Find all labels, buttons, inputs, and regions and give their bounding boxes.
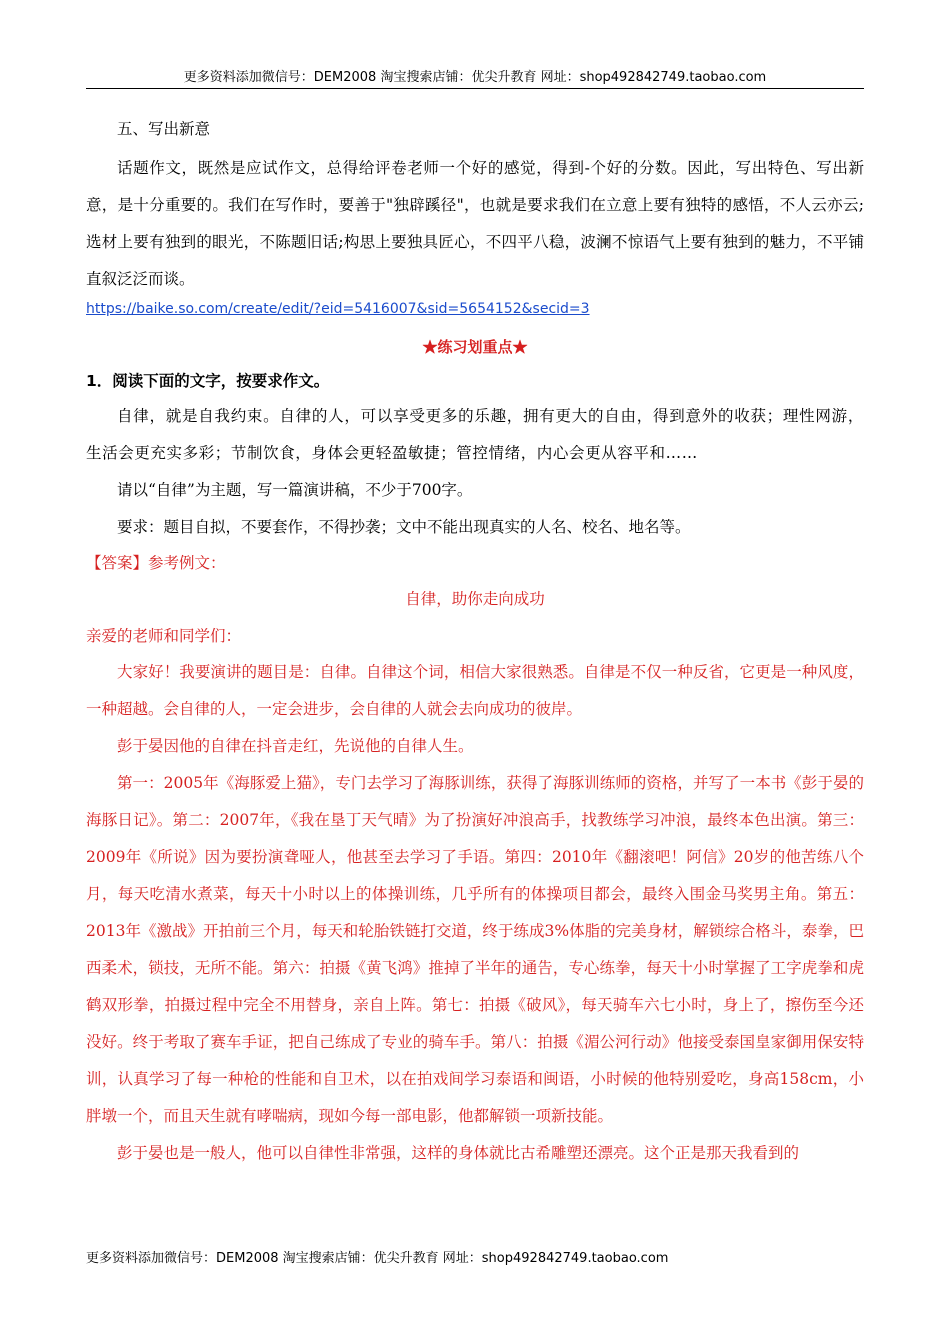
question-requirement: 要求：题目自拟，不要套作，不得抄袭；文中不能出现真实的人名、校名、地名等。	[117, 518, 691, 536]
section-body: 话题作文，既然是应试作文，总得给评卷老师一个好的感觉，得到-个好的分数。因此，写出特色、写出新意，是十分重要的。我们在写作时，要善于"独辟蹊径"，也就是要求我们在立意上要有独特的感悟，不人云亦云;选材上要有独到的眼光，不陈题旧话;构思上要独具匠心，不四平八稳，波澜不惊语气上要有独到的魅力，不平铺直叙泛泛而谈。	[86, 159, 864, 288]
essay-paragraph: 大家好！我要演讲的题目是：自律。自律这个词，相信大家很熟悉。自律是不仅一种反省，它更是一种风度，一种超越。会自律的人，一定会进步，会自律的人就会去向成功的彼岸。	[86, 663, 864, 718]
source-link[interactable]: https://baike.so.com/create/edit/?eid=5416007&sid=5654152&secid=3	[86, 301, 590, 317]
essay-paragraph: 彭于晏也是一般人，他可以自律性非常强，这样的身体就比古希雕塑还漂亮。这个正是那天我看到的	[117, 1144, 800, 1162]
answer-intro: 参考例文：	[148, 554, 226, 572]
section-heading: 五、写出新意	[117, 120, 211, 138]
page-content	[86, 110, 864, 1172]
essay-title: 自律，助你走向成功	[405, 590, 545, 608]
answer-label: 【答案】	[86, 554, 149, 572]
page-footer: 更多资料添加微信号：DEM2008 淘宝搜索店铺：优尖升教育 网址：shop492842749.taobao.com	[86, 1251, 669, 1266]
answer-intro-line	[86, 546, 864, 580]
header-divider	[86, 88, 864, 89]
page-header: 更多资料添加微信号：DEM2008 淘宝搜索店铺：优尖升教育 网址：shop492842749.taobao.com	[183, 70, 767, 85]
essay-salutation: 亲爱的老师和同学们：	[86, 627, 242, 645]
essay-paragraph: 第一：2005年《海豚爱上猫》，专门去学习了海豚训练，获得了海豚训练师的资格，并写了一本书《彭于晏的海豚日记》。第二：2007年，《我在垦丁天气晴》为了扮演好冲浪高手，找教练学习冲浪，最终本色出演。第三：2009年《所说》因为要扮演聋哑人，他甚至去学习了手语。第四：2010年《翻滚吧！阿信》20岁的他苦练八个月，每天吃清水煮菜，每天十小时以上的体操训练，几乎所有的体操项目都会，最终入围金马奖男主角。第五：2013年《激战》开拍前三个月，每天和轮胎铁链打交道，终于练成3%体脂的完美身材，解锁综合格斗，泰拳，巴西柔术，锁技，无所不能。第六：拍摄《黄飞鸿》推掉了半年的通告，专心练拳，每天十小时掌握了工字虎拳和虎鹤双形拳，拍摄过程中完全不用替身，亲自上阵。第七：拍摄《破风》，每天骑车六七小时，身上了，擦伤至今还没好。终于考取了赛车手证，把自己练成了专业的骑车手。第八：拍摄《湄公河行动》他接受泰国皇家御用保安特训，认真学习了每一种枪的性能和自卫术，以在拍戏间学习泰语和闽语，小时候的他特别爱吃，身高158cm，小胖墩一个，而且天生就有哮喘病，现如今每一部电影，他都解锁一项新技能。	[86, 774, 864, 1125]
practice-title: ★练习划重点★	[422, 338, 528, 356]
question-prompt: 自律，就是自我约束。自律的人，可以享受更多的乐趣，拥有更大的自由，得到意外的收获；理性网游，生活会更充实多彩；节制饮食，身体会更轻盈敏捷；管控情绪，内心会更从容平和……	[86, 407, 864, 462]
essay-paragraph: 彭于晏因他的自律在抖音走红，先说他的自律人生。	[117, 737, 474, 755]
question-instruction: 请以“自律”为主题，写一篇演讲稿，不少于700字。	[117, 481, 473, 499]
question-title: 1．阅读下面的文字，按要求作文。	[86, 372, 330, 390]
